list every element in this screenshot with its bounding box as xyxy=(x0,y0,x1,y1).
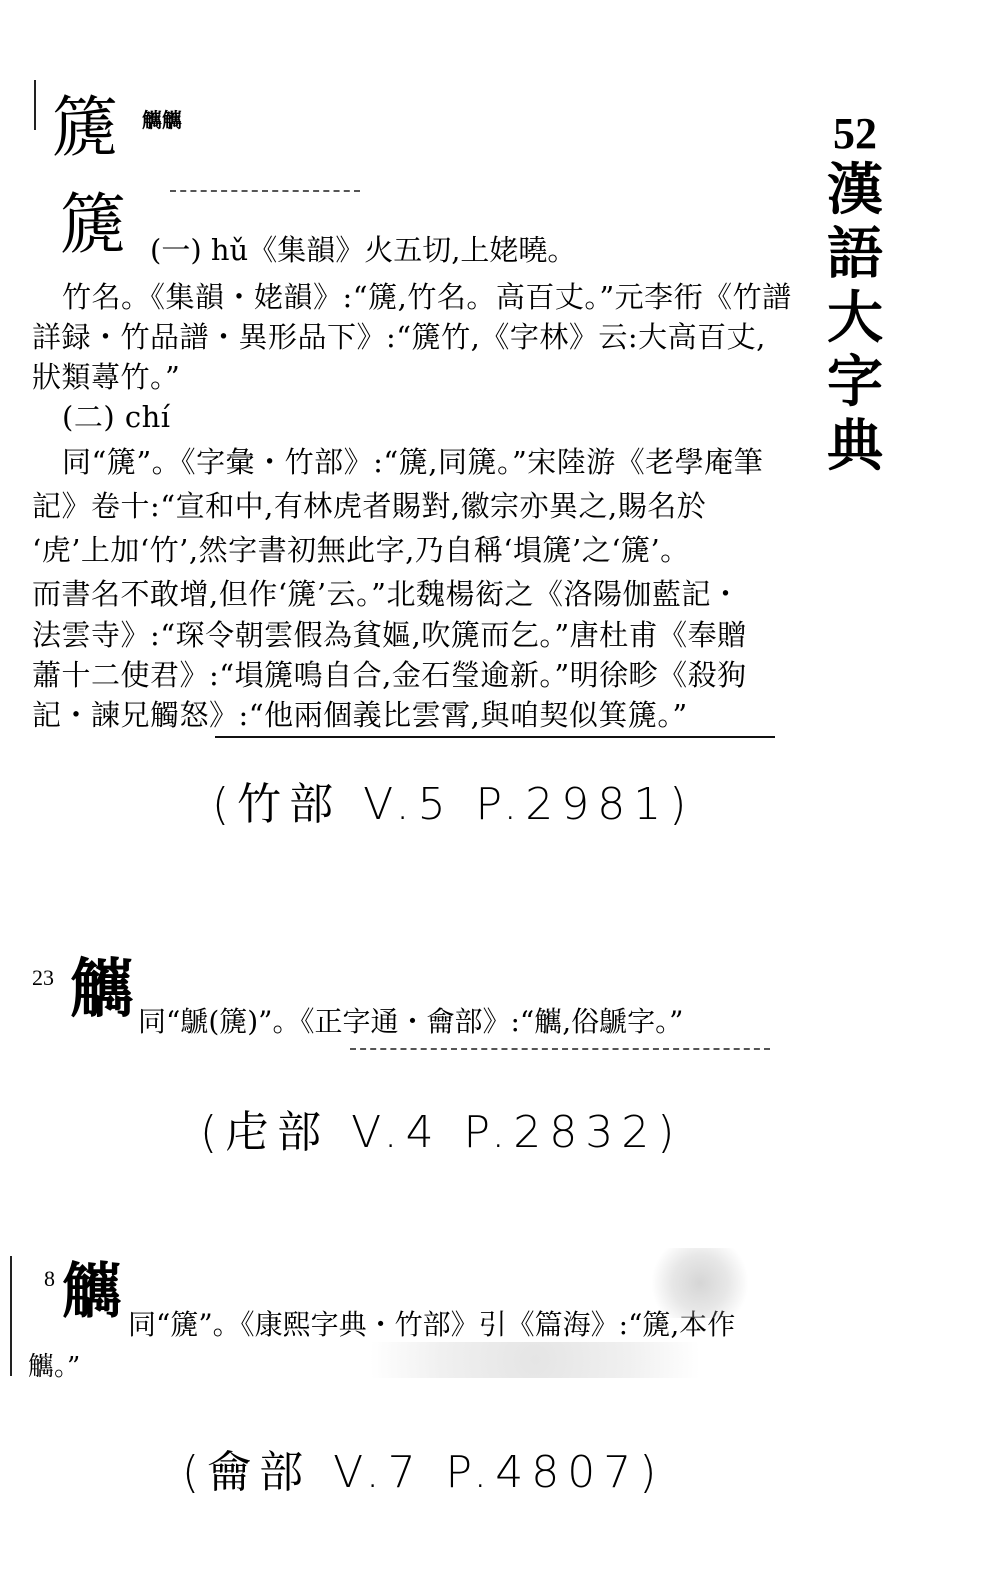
entry1-line0: (一) hǔ《集韻》火五切,上姥曉。 xyxy=(150,233,577,267)
entry1-line: (二) chí xyxy=(62,400,171,434)
entry1-line: 記・諫兄觸怒》:“他兩個義比雲霄,與咱契似箕篪。” xyxy=(32,698,688,732)
book-title-char: 語 xyxy=(827,221,883,287)
entry1-handnote: (竹部 V.5 P.2981) xyxy=(212,779,695,830)
entry1-line: 法雲寺》:“琛令朝雲假為貧嫗,吹篪而乞。”唐杜甫《奉贈 xyxy=(32,618,747,652)
entry1-line: 蕭十二使君》:“塤篪鳴自合,金石瑩逾新。”明徐畛《殺狗 xyxy=(32,658,747,692)
entry2-char: 觽 xyxy=(70,952,134,1027)
entry1-variants: 觽觽 xyxy=(142,108,182,132)
entry1-bottom-rule xyxy=(215,736,775,738)
entry1-line: 記》卷十:“宣和中,有林虎者賜對,徽宗亦異之,賜名於 xyxy=(32,489,707,523)
entry3-number: 8 xyxy=(44,1266,55,1291)
entry3-char: 觽 xyxy=(62,1257,122,1327)
entry1-head-char: 篪 xyxy=(52,89,118,166)
entry1-line: 狀類蕁竹。” xyxy=(32,360,181,394)
entry1-line: 竹名。《集韻・姥韻》:“篪,竹名。高百丈。”元李衎《竹譜 xyxy=(62,280,792,314)
entry2-handnote: (虍部 V.4 P.2832) xyxy=(200,1107,683,1158)
scan-noise xyxy=(640,1248,760,1318)
book-title-char: 字 xyxy=(827,349,883,415)
entry1-line: 而書名不敢增,但作‘篪’云。”北魏楊衒之《洛陽伽藍記・ xyxy=(32,577,741,611)
divider-dashed xyxy=(350,1048,770,1050)
divider-dashed xyxy=(170,190,360,192)
book-title-char: 典 xyxy=(827,413,883,479)
margin-bar xyxy=(34,80,36,130)
entry2-number: 23 xyxy=(32,965,54,990)
book-title-char: 漢 xyxy=(827,157,883,223)
entry1-sub-char: 篪 xyxy=(60,186,126,263)
scan-noise xyxy=(300,1342,770,1378)
book-title-char: 大 xyxy=(827,285,883,351)
entry1-line: ‘虎’上加‘竹’,然字書初無此字,乃自稱‘塤篪’之‘篪’。 xyxy=(32,533,690,567)
entry3-handnote: (龠部 V.7 P.4807) xyxy=(182,1447,665,1498)
book-number: 52 xyxy=(833,109,877,158)
entry1-line: 同“篪”。《字彙・竹部》:“篪,同篪。”宋陸游《老學庵筆 xyxy=(62,445,764,479)
entry1-line: 詳録・竹品譜・異形品下》:“篪竹,《字林》云:大高百丈, xyxy=(32,320,766,354)
entry2-text: 同“鷈(篪)”。《正字通・龠部》:“觽,俗鷈字。” xyxy=(138,1005,684,1038)
entry3-line1: 同“篪”。《康熙字典・竹部》引《篇海》:“篪,本作 xyxy=(128,1308,736,1341)
entry3-line2: 觽。” xyxy=(28,1352,81,1382)
margin-bar xyxy=(10,1256,12,1376)
